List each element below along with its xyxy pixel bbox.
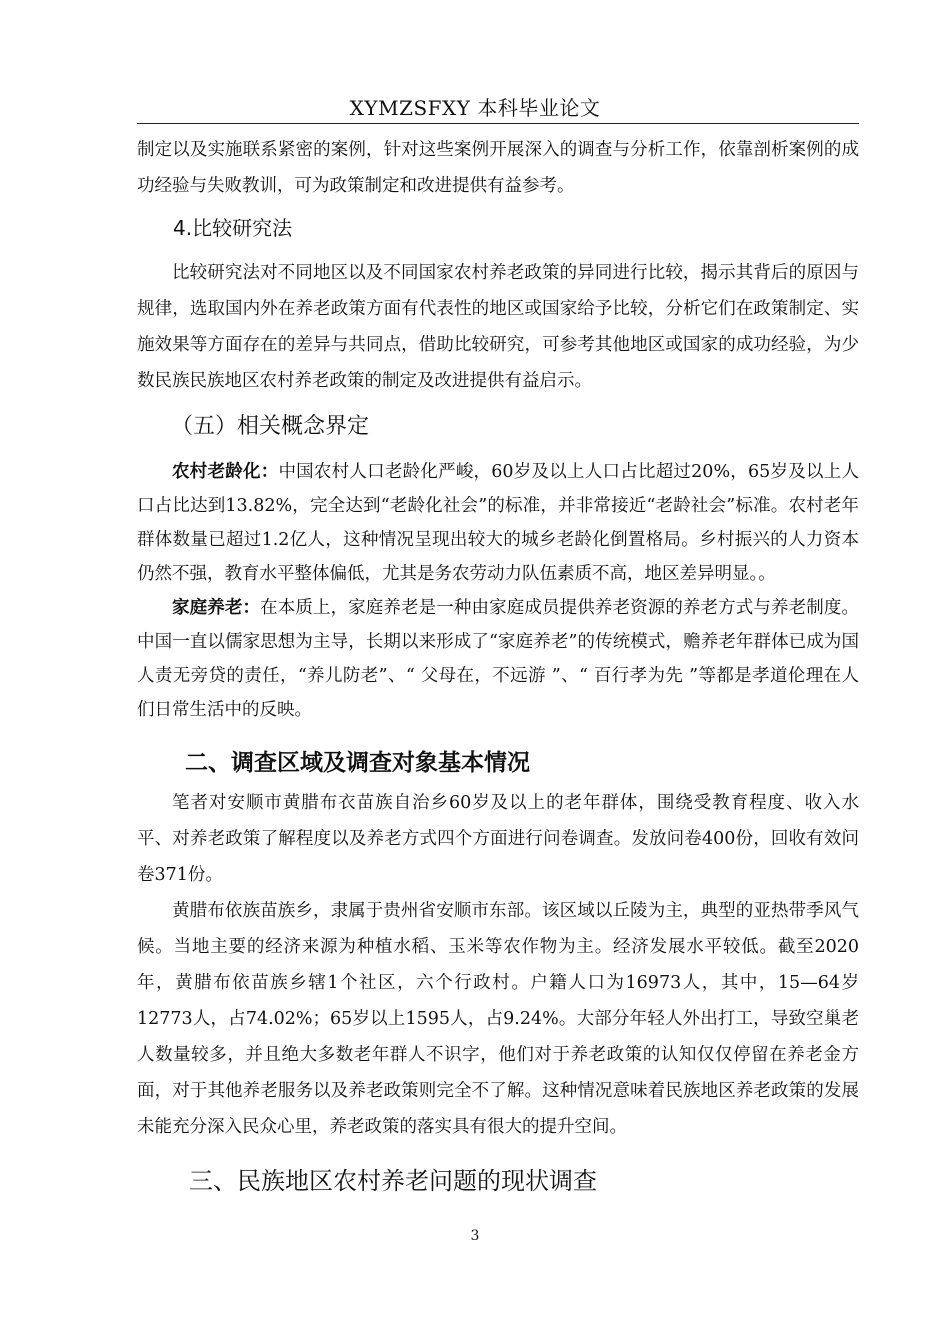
term-family-care: 家庭养老： [172,598,261,618]
header-rule [137,123,859,124]
heading-section-2: 二、调查区域及调查对象基本情况 [185,750,530,776]
heading-concepts: （五）相关概念界定 [171,414,370,439]
paragraph-rural-aging [137,455,859,591]
text-family-care: 在本质上，家庭养老是一种由家庭成员提供养老资源的养老方式与养老制度。中国一直以儒家思想为主导，长期以来形成了“家庭养老”的传统模式，赡养老年群体已成为国人责无旁贷的责任，“养儿防老”、“ 父母在，不远游 ”、“ 百行孝为先 ”等都是孝道伦理在人们日常生活中的反映。 [137,598,859,720]
page-number: 3 [470,1228,480,1244]
page-header: XYMZSFXY 本科毕业论文 [349,96,601,120]
page-content [137,132,859,1203]
paragraph-region: 黄腊布依族苗族乡，隶属于贵州省安顺市东部。该区域以丘陵为主，典型的亚热带季风气候。当地主要的经济来源为种植水稻、玉米等农作物为主。经济发展水平较低。截至2020年，黄腊布依苗族乡辖1个社区，六个行政村。户籍人口为16973人，其中，15—64岁12773人，占74.02%；65岁以上1595人，占9.24%。大部分年轻人外出打工，导致空巢老人数量较多，并且绝大多数老年群人不识字，他们对于养老政策的认知仅仅停留在养老金方面，对于其他养老服务以及养老政策则完全不了解。这种情况意味着民族地区养老政策的发展未能充分深入民众心里，养老政策的落实具有很大的提升空间。 [137,901,859,1137]
paragraph-survey: 笔者对安顺市黄腊布衣苗族自治乡60岁及以上的老年群体，围绕受教育程度、收入水平、对养老政策了解程度以及养老方式四个方面进行问卷调查。发放问卷400份，回收有效问卷371份。 [137,793,859,885]
paragraph-comparative-method: 比较研究法对不同地区以及不同国家农村养老政策的异同进行比较，揭示其背后的原因与规律，选取国内外在养老政策方面有代表性的地区或国家给予比较，分析它们在政策制定、实施效果等方面存在的差异与共同点，借助比较研究，可参考其他地区或国家的成功经验，为少数民族民族地区农村养老政策的制定及改进提供有益启示。 [137,263,859,391]
term-rural-aging: 农村老龄化： [172,462,279,482]
paragraph-family-care [137,591,859,727]
paragraph-intro: 制定以及实施联系紧密的案例，针对这些案例开展深入的调查与分析工作，依靠剖析案例的成功经验与失败教训，可为政策制定和改进提供有益参考。 [137,140,859,196]
heading-comparative-method: 4.比较研究法 [173,216,293,240]
text-rural-aging: 中国农村人口老龄化严峻，60岁及以上人口占比超过20%，65岁及以上人口占比达到13.82%，完全达到“老龄化社会”的标准，并非常接近“老龄社会”标准。农村老年群体数量已超过1.2亿人，这种情况呈现出较大的城乡老龄化倒置格局。乡村振兴的人力资本仍然不强，教育水平整体偏低，尤其是务农劳动力队伍素质不高，地区差异明显。。 [137,462,860,584]
heading-section-3: 三、民族地区农村养老问题的现状调查 [189,1167,597,1195]
